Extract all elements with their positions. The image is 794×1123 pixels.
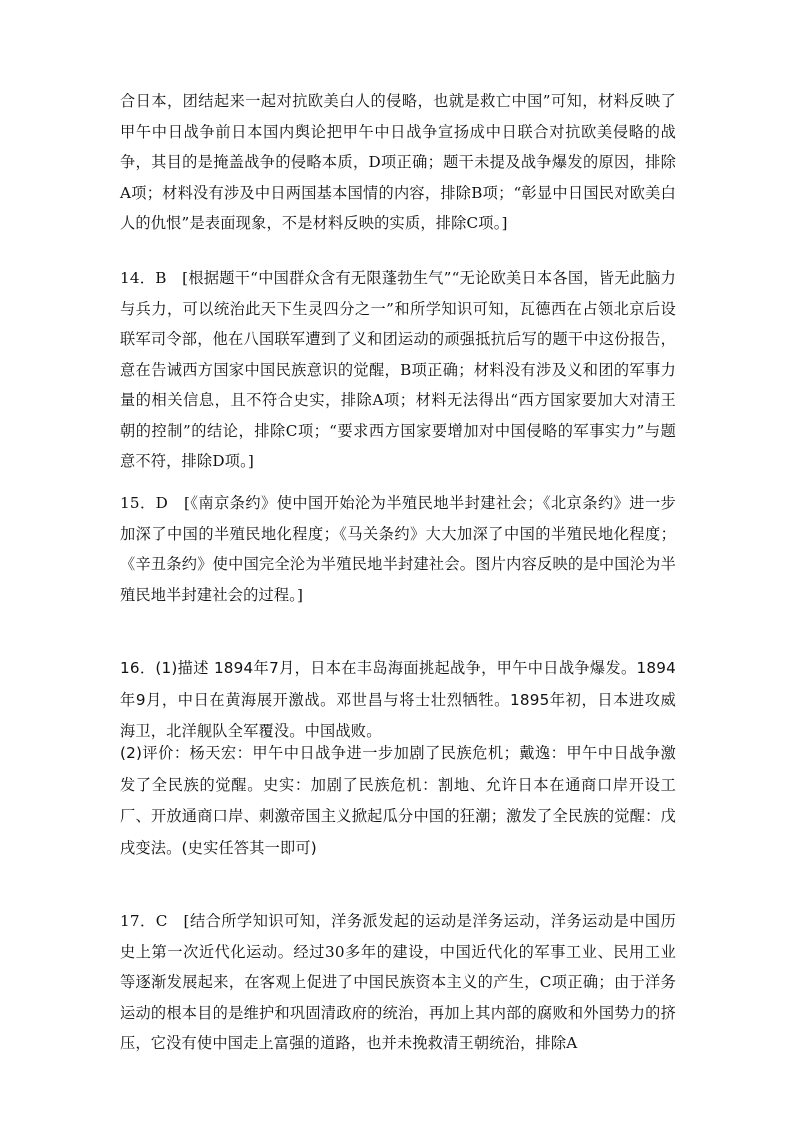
paragraph-answer-16-part-1: 16．(1)描述 1894年7月，日本在丰岛海面挑起战争，甲午中日战争爆发。1894年9月，中日在黄海展开激战。邓世昌与将士壮烈牺牲。1895年初，日本进攻威海卫，北洋舰队全军覆没。中国战败。 — [120, 659, 676, 740]
paragraph-answer-15: 15．D [《南京条约》使中国开始沦为半殖民地半封建社会；《北京条约》进一步加深了中国的半殖民地化程度；《马关条约》大大加深了中国的半殖民地化程度；《辛丑条约》使中国完全沦为半殖民地半封建社会。图片内容反映的是中国沦为半殖民地半封建社会的过程。] — [120, 494, 676, 604]
paragraph-answer-16-part-2: (2)评价：杨天宏：甲午中日战争进一步加剧了民族危机；戴逸：甲午中日战争激发了全民族的觉醒。史实：加剧了民族危机：割地、允许日本在通商口岸开设工厂、开放通商口岸、刺激帝国主义掀起瓜分中国的狂潮；激发了全民族的觉醒：戊戌变法。(史实任答其一即可) — [120, 744, 676, 857]
paragraph-answer-14: 14．B [根据题干“中国群众含有无限蓬勃生气”“无论欧美日本各国，皆无此脑力与兵力，可以统治此天下生灵四分之一”和所学知识可知，瓦德西在占领北京后设联军司令部，他在八国联军遭到了义和团运动的顽强抵抗后写的题干中这份报告，意在告诫西方国家中国民族意识的觉醒，B项正确；材料没有涉及义和团的军事力量的相关信息，且不符合史实，排除A项；材料无法得出“西方国家要加大对清王朝的控制”的结论，排除C项；“要求西方国家要增加对中国侵略的军事实力”与题意不符，排除D项。] — [120, 269, 676, 470]
paragraph-answer-17: 17．C [结合所学知识可知，洋务派发起的运动是洋务运动，洋务运动是中国历史上第一次近代化运动。经过30多年的建设，中国近代化的军事工业、民用工业等逐渐发展起来，在客观上促进了中国民族资本主义的产生，C项正确；由于洋务运动的根本目的是维护和巩固清政府的统治，再加上其内部的腐败和外国势力的挤压，它没有使中国走上富强的道路，也并未挽救清王朝统治，排除A — [120, 912, 676, 1052]
paragraph-answer-13-continued: 合日本，团结起来一起对抗欧美白人的侵略，也就是救亡中国”可知，材料反映了甲午中日战争前日本国内舆论把甲午中日战争宣扬成中日联合对抗欧美侵略的战争，其目的是掩盖战争的侵略本质，D项正确；题干未提及战争爆发的原因，排除A项；材料没有涉及中日两国基本国情的内容，排除B项；“彰显中日国民对欧美白人的仇恨”是表面现象，不是材料反映的实质，排除C项。] — [120, 92, 676, 232]
